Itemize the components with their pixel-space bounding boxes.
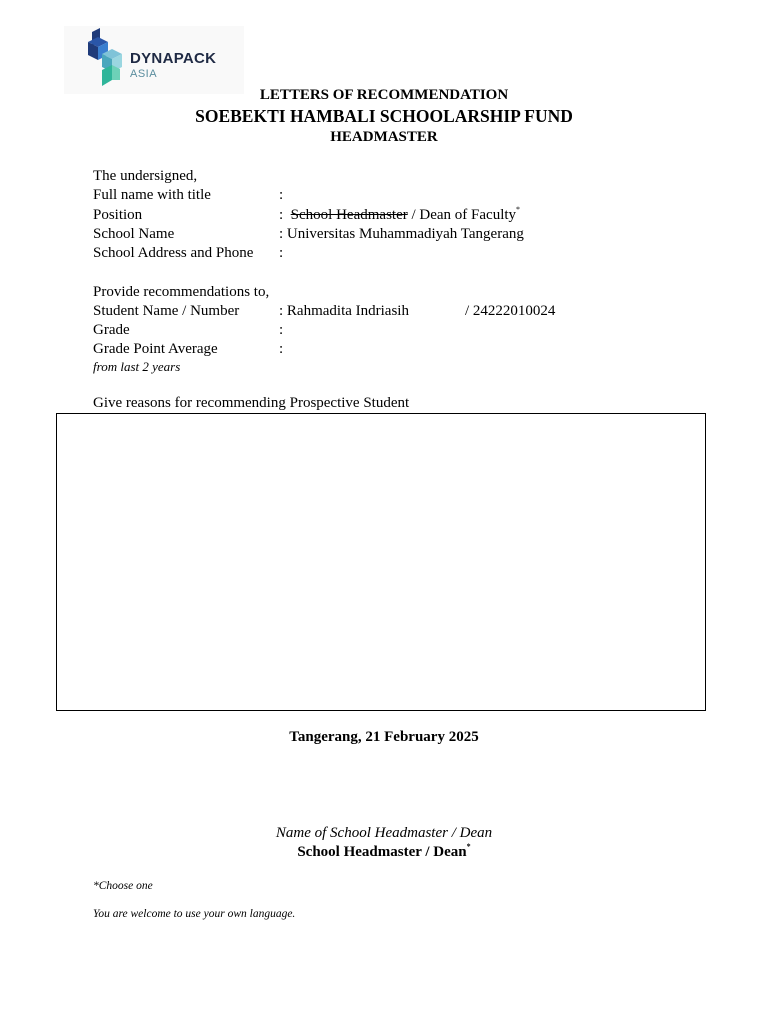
field-label: Grade (93, 322, 130, 338)
logo-subtitle: ASIA (130, 68, 158, 80)
signer-name: Name of School Headmaster / Dean (275, 825, 493, 841)
field-value[interactable]: : (279, 322, 284, 338)
undersigned-intro: The undersigned, (93, 168, 198, 184)
doc-title: LETTERS OF RECOMMENDATION (259, 87, 509, 103)
footnote-marker: * (516, 205, 521, 214)
field-school-address (93, 245, 284, 262)
date-line: Tangerang, 21 February 2025 (289, 729, 479, 745)
logo-name: DYNAPACK (130, 50, 217, 67)
dynapack-cube-icon (84, 28, 124, 88)
field-label: Student Name / Number (93, 303, 240, 319)
field-label: Full name with title (93, 187, 211, 203)
field-full-name (93, 187, 284, 204)
student-number[interactable]: / 24222010024 (465, 303, 556, 319)
footnote-marker: * (466, 842, 471, 851)
reasons-textbox[interactable] (56, 413, 706, 711)
field-value[interactable]: : Rahmadita Indriasih (279, 303, 409, 319)
field-gpa (93, 341, 284, 358)
gpa-note: from last 2 years (93, 359, 181, 374)
dynapack-logo (64, 26, 244, 94)
field-grade (93, 322, 284, 339)
field-value[interactable]: : (279, 245, 284, 261)
choose-one-note: *Choose one (93, 880, 153, 892)
field-label: School Name (93, 226, 175, 242)
language-note: You are welcome to use your own language. (93, 908, 296, 920)
signer-role: School Headmaster / Dean* (297, 842, 471, 860)
field-value[interactable]: : (279, 187, 284, 203)
struck-option: School Headmaster (290, 207, 408, 223)
field-label: School Address and Phone (93, 245, 254, 261)
field-value[interactable]: : (279, 341, 284, 357)
fund-title: SOEBEKTI HAMBALI SCHOOLARSHIP FUND (195, 106, 573, 126)
field-label: Grade Point Average (93, 341, 218, 357)
field-school-name (93, 226, 524, 243)
field-value[interactable]: : Universitas Muhammadiyah Tangerang (279, 226, 524, 242)
reasons-label: Give reasons for recommending Prospective Student (93, 395, 410, 411)
student-intro: Provide recommendations to, (93, 284, 270, 300)
field-student-name (93, 303, 556, 320)
field-label: Position (93, 207, 143, 223)
field-position (93, 205, 521, 224)
role-title: HEADMASTER (330, 129, 438, 145)
field-value[interactable]: : School Headmaster / Dean of Faculty* (279, 205, 521, 223)
